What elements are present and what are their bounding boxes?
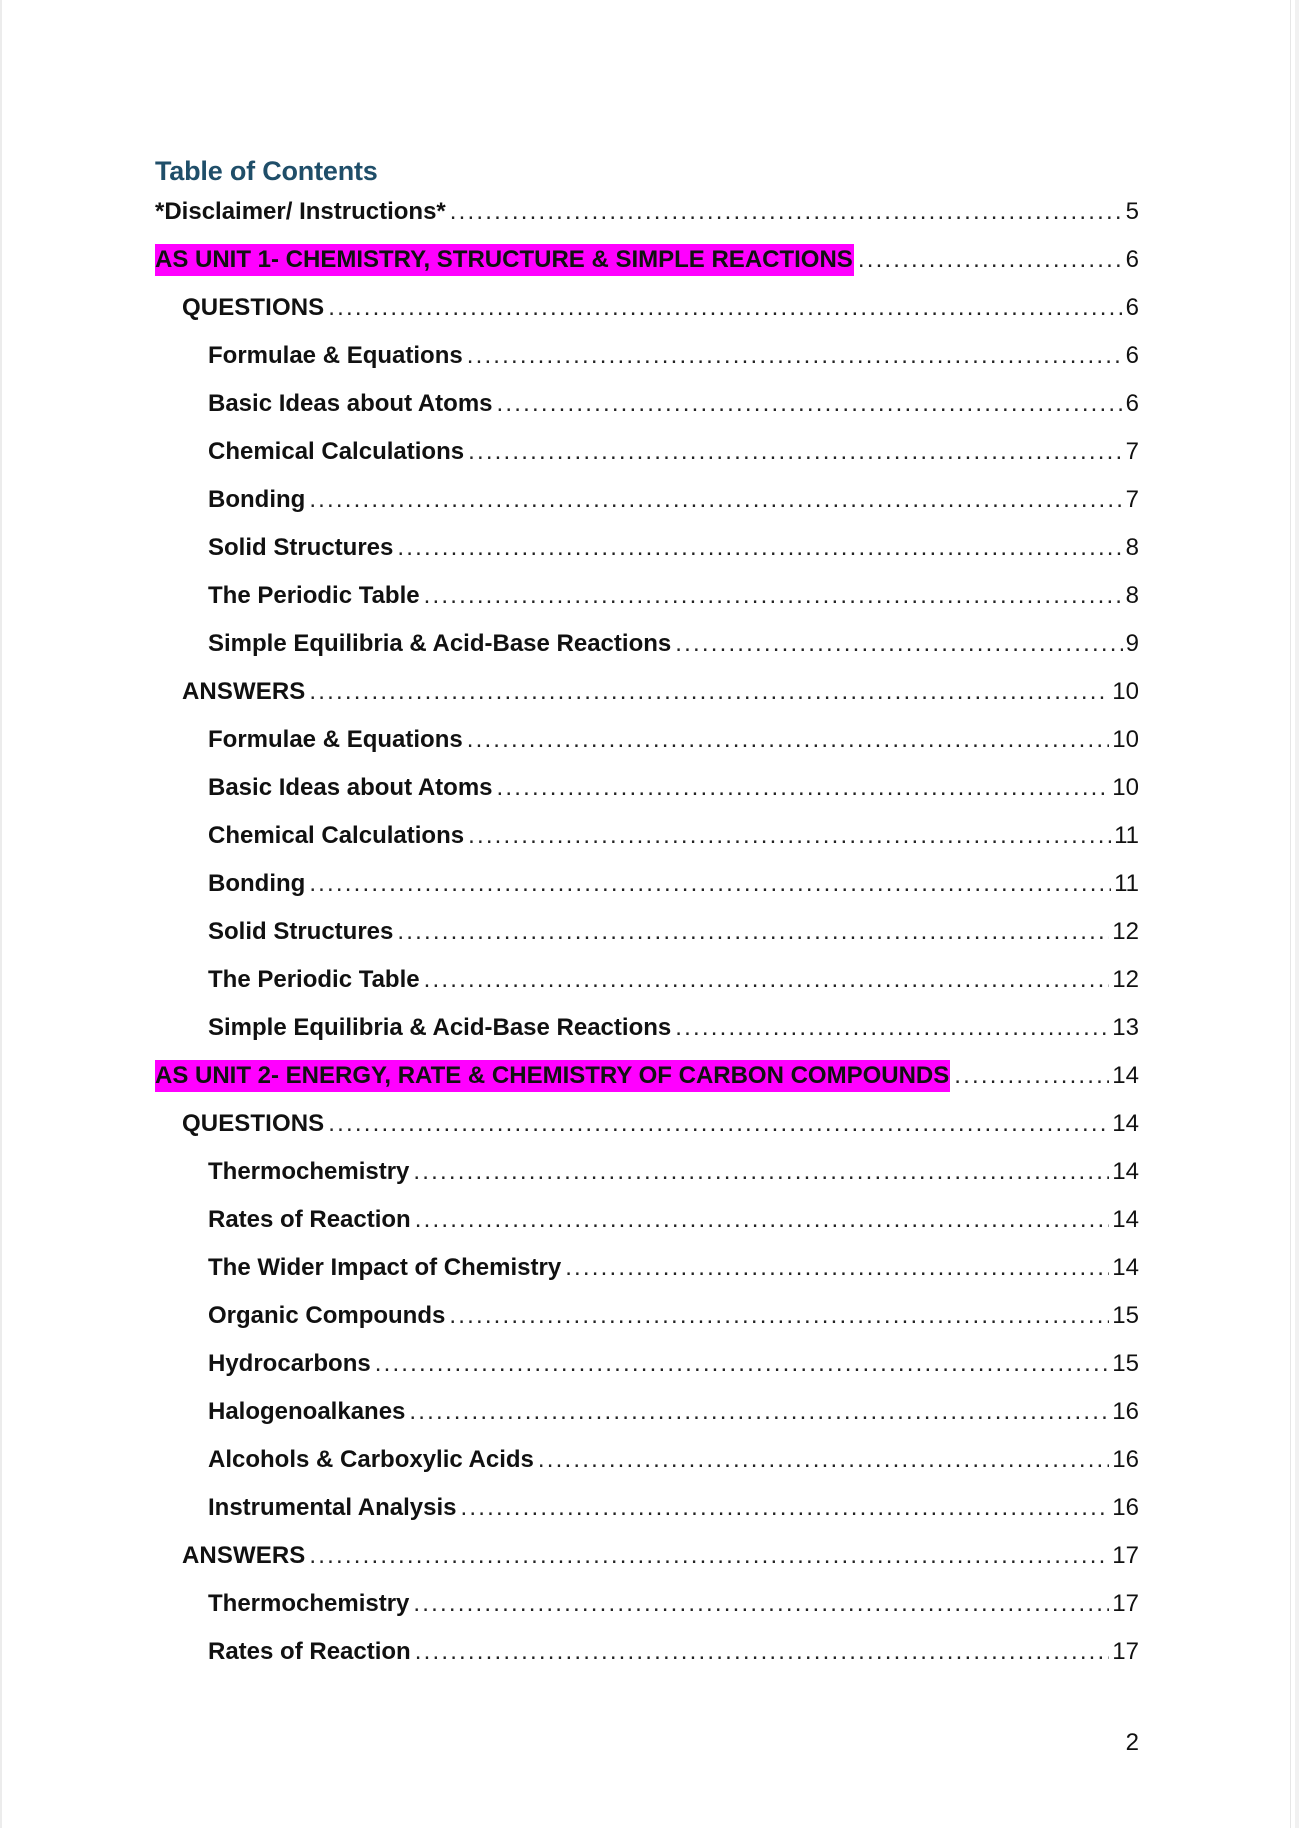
toc-entry-label: Solid Structures xyxy=(208,534,394,561)
toc-entry-group[interactable] xyxy=(0,1532,1139,1580)
toc-entry-label: Thermochemistry xyxy=(208,1158,410,1185)
toc-entry-page: 11 xyxy=(1114,822,1139,849)
toc-entry-page: 6 xyxy=(1125,294,1139,321)
dot-leader xyxy=(424,572,1123,620)
toc-entry-group[interactable] xyxy=(0,1100,1139,1148)
dot-leader xyxy=(413,1148,1109,1196)
toc-entry-page: 6 xyxy=(1125,246,1139,273)
toc-entry-label: The Periodic Table xyxy=(208,966,420,993)
toc-entry-label: Instrumental Analysis xyxy=(208,1494,457,1521)
toc-entry-page: 15 xyxy=(1112,1302,1139,1329)
toc-entry-label: The Wider Impact of Chemistry xyxy=(208,1254,562,1281)
dot-leader xyxy=(675,620,1122,668)
toc-entry-page: 10 xyxy=(1112,726,1139,753)
dot-leader xyxy=(424,956,1110,1004)
toc-entry-label: Simple Equilibria & Acid-Base Reactions xyxy=(208,630,672,657)
toc-entry-page: 16 xyxy=(1112,1446,1139,1473)
toc-entry-topic[interactable] xyxy=(0,476,1139,524)
toc-entry-page: 7 xyxy=(1125,486,1139,513)
toc-entry-group[interactable] xyxy=(0,668,1139,716)
toc-entry-label: Bonding xyxy=(208,486,306,513)
dot-leader xyxy=(467,332,1123,380)
toc-entry-unit[interactable] xyxy=(0,236,1139,284)
toc-entry-label: Bonding xyxy=(208,870,306,897)
toc-entry-page: 6 xyxy=(1125,390,1139,417)
toc-entry-label: Hydrocarbons xyxy=(208,1350,371,1377)
toc-entry-topic[interactable] xyxy=(0,908,1139,956)
toc-entry-unit[interactable] xyxy=(0,1052,1139,1100)
dot-leader xyxy=(450,188,1123,236)
dot-leader xyxy=(328,1100,1109,1148)
dot-leader xyxy=(413,1580,1109,1628)
toc-entry-label: Halogenoalkanes xyxy=(208,1398,406,1425)
toc-entry-label: AS UNIT 2- ENERGY, RATE & CHEMISTRY OF CARBON COMPOUNDS xyxy=(155,1060,950,1092)
toc-entry-label: Simple Equilibria & Acid-Base Reactions xyxy=(208,1014,672,1041)
toc-entry-label: Rates of Reaction xyxy=(208,1638,411,1665)
toc-entry-topic[interactable] xyxy=(0,716,1139,764)
toc-entry-topic[interactable] xyxy=(0,1388,1139,1436)
dot-leader xyxy=(309,476,1122,524)
toc-entry-topic[interactable] xyxy=(0,1292,1139,1340)
toc-entry-page: 7 xyxy=(1125,438,1139,465)
toc-entry-label: Thermochemistry xyxy=(208,1590,410,1617)
toc-entry-label: AS UNIT 1- CHEMISTRY, STRUCTURE & SIMPLE REACTIONS xyxy=(155,244,854,276)
toc-entry-topic[interactable] xyxy=(0,428,1139,476)
toc-entry-label: Basic Ideas about Atoms xyxy=(208,390,493,417)
dot-leader xyxy=(328,284,1122,332)
toc-entry-topic[interactable] xyxy=(0,1436,1139,1484)
toc-entry-topic[interactable] xyxy=(0,1580,1139,1628)
toc-entry-page: 14 xyxy=(1112,1158,1139,1185)
toc-entry-label: Basic Ideas about Atoms xyxy=(208,774,493,801)
toc-entry-topic[interactable] xyxy=(0,524,1139,572)
dot-leader xyxy=(954,1052,1109,1100)
toc-entry-page: 14 xyxy=(1112,1254,1139,1281)
toc-entry-page: 9 xyxy=(1125,630,1139,657)
toc-entry-label: QUESTIONS xyxy=(182,1110,325,1137)
toc-entry-label: Alcohols & Carboxylic Acids xyxy=(208,1446,534,1473)
toc-entry-page: 12 xyxy=(1112,966,1139,993)
dot-leader xyxy=(497,380,1123,428)
toc-entry-page: 17 xyxy=(1112,1542,1139,1569)
dot-leader xyxy=(309,1532,1109,1580)
toc-entry-page: 6 xyxy=(1125,342,1139,369)
page-number: 2 xyxy=(1125,1729,1139,1756)
toc-entry-label: Chemical Calculations xyxy=(208,438,465,465)
dot-leader xyxy=(397,524,1122,572)
toc-entry-page: 14 xyxy=(1112,1206,1139,1233)
toc-entry-label: ANSWERS xyxy=(182,678,306,705)
dot-leader xyxy=(461,1484,1110,1532)
toc-entry-topic[interactable] xyxy=(0,764,1139,812)
toc-entry-topic[interactable] xyxy=(0,1340,1139,1388)
toc-entry-topic[interactable] xyxy=(0,380,1139,428)
dot-leader xyxy=(309,668,1109,716)
toc-entry-section[interactable] xyxy=(0,188,1139,236)
toc-entry-page: 17 xyxy=(1112,1638,1139,1665)
toc-entry-page: 11 xyxy=(1114,870,1139,897)
toc-entry-label: Formulae & Equations xyxy=(208,342,463,369)
toc-entry-label: Formulae & Equations xyxy=(208,726,463,753)
toc-entry-page: 10 xyxy=(1112,678,1139,705)
dot-leader xyxy=(858,236,1123,284)
toc-entry-topic[interactable] xyxy=(0,1004,1139,1052)
dot-leader xyxy=(538,1436,1109,1484)
toc-entry-label: Rates of Reaction xyxy=(208,1206,411,1233)
toc-entry-topic[interactable] xyxy=(0,1244,1139,1292)
toc-entry-label: Chemical Calculations xyxy=(208,822,465,849)
dot-leader xyxy=(565,1244,1109,1292)
dot-leader xyxy=(468,812,1111,860)
dot-leader xyxy=(415,1196,1110,1244)
toc-entry-page: 13 xyxy=(1112,1014,1139,1041)
dot-leader xyxy=(497,764,1110,812)
dot-leader xyxy=(397,908,1109,956)
toc-entry-topic[interactable] xyxy=(0,620,1139,668)
toc-entry-topic[interactable] xyxy=(0,956,1139,1004)
toc-entry-topic[interactable] xyxy=(0,572,1139,620)
dot-leader xyxy=(449,1292,1109,1340)
toc-entry-topic[interactable] xyxy=(0,812,1139,860)
toc-list xyxy=(0,188,1299,1676)
dot-leader xyxy=(409,1388,1109,1436)
toc-entry-topic[interactable] xyxy=(0,1628,1139,1676)
dot-leader xyxy=(375,1340,1110,1388)
toc-entry-group[interactable] xyxy=(0,284,1139,332)
toc-entry-topic[interactable] xyxy=(0,332,1139,380)
toc-entry-page: 16 xyxy=(1112,1398,1139,1425)
toc-entry-page: 12 xyxy=(1112,918,1139,945)
dot-leader xyxy=(675,1004,1109,1052)
dot-leader xyxy=(415,1628,1110,1676)
toc-entry-page: 14 xyxy=(1112,1062,1139,1089)
toc-entry-topic[interactable] xyxy=(0,1484,1139,1532)
toc-entry-label: *Disclaimer/ Instructions* xyxy=(155,198,446,225)
toc-entry-topic[interactable] xyxy=(0,860,1139,908)
toc-entry-topic[interactable] xyxy=(0,1148,1139,1196)
toc-entry-label: Organic Compounds xyxy=(208,1302,446,1329)
dot-leader xyxy=(468,428,1123,476)
toc-entry-page: 17 xyxy=(1112,1590,1139,1617)
toc-entry-page: 5 xyxy=(1125,198,1139,225)
toc-entry-page: 8 xyxy=(1125,534,1139,561)
toc-entry-topic[interactable] xyxy=(0,1196,1139,1244)
toc-entry-page: 8 xyxy=(1125,582,1139,609)
toc-entry-label: The Periodic Table xyxy=(208,582,420,609)
toc-entry-page: 14 xyxy=(1112,1110,1139,1137)
toc-entry-label: QUESTIONS xyxy=(182,294,325,321)
dot-leader xyxy=(309,860,1111,908)
toc-entry-label: ANSWERS xyxy=(182,1542,306,1569)
toc-entry-label: Solid Structures xyxy=(208,918,394,945)
toc-entry-page: 10 xyxy=(1112,774,1139,801)
toc-entry-page: 16 xyxy=(1112,1494,1139,1521)
toc-title: Table of Contents xyxy=(155,156,378,186)
dot-leader xyxy=(467,716,1110,764)
toc-entry-page: 15 xyxy=(1112,1350,1139,1377)
